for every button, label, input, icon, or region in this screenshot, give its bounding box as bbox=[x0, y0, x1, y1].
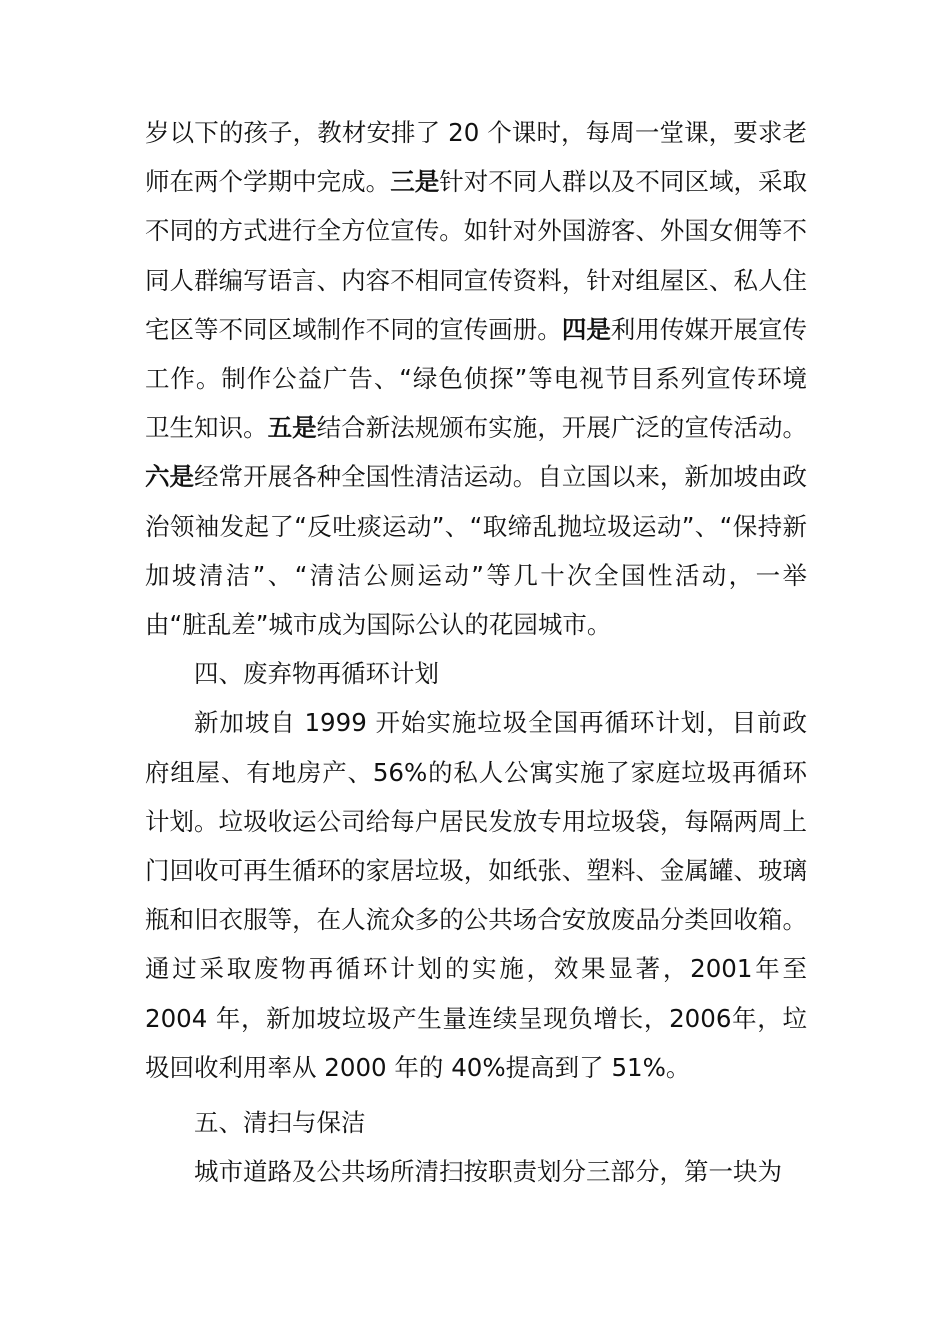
text-segment: 针对不同人群以及不同区域，采取不同的方式进行全方位宣传。如针对外国游客、外国女佣等不同人群编写语言、内容不相同宣传资料，针对组屋区、私人住宅区等不同区域制作不同的宣传画册。 bbox=[145, 167, 808, 344]
heading-text: 四、废弃物再循环计划 bbox=[194, 659, 439, 689]
paragraph-publicity-measures bbox=[145, 108, 807, 649]
text-segment: 新加坡自 1999 开始实施垃圾全国再循环计划，目前政府组屋、有地房产、56%的私人公寓实施了家庭垃圾再循环计划。垃圾收运公司给每户居民发放专用垃圾袋，每隔两周上门回收可再生循环的家居垃圾，如纸张、塑料、金属罐、玻璃瓶和旧衣服等，在人流众多的公共场合安放废品分类回收箱。通过采取废物再循环计划的实施，效果显著，2001年至 2004 年，新加坡垃圾产生量连续呈现负增长，2006年，垃圾回收利用率从 2000 年的 40%提高到了 51%。 bbox=[145, 708, 807, 1082]
paragraph-cleaning bbox=[145, 1147, 807, 1196]
text-segment: 利用传媒开展宣传工作。制作公益广告、“绿色侦探”等电视节目系列宣传环境卫生知识。 bbox=[145, 314, 808, 443]
text-segment: 经常开展各种全国性清洁运动。自立国以来，新加坡由政治领袖发起了“反吐痰运动”、“取缔乱抛垃圾运动”、“保持新加坡清洁”、“清洁公厕运动”等几十次全国性活动，一举由“脏乱差”城市成为国际公认的花园城市。 bbox=[145, 462, 808, 640]
paragraph-recycling bbox=[145, 698, 807, 1092]
text-segment: 城市道路及公共场所清扫按职责划分三部分，第一块为 bbox=[194, 1157, 782, 1187]
section-heading-cleaning bbox=[145, 1098, 807, 1147]
bold-marker-five: 五是 bbox=[267, 413, 317, 443]
heading-text: 五、清扫与保洁 bbox=[194, 1108, 366, 1138]
bold-marker-four: 四是 bbox=[561, 314, 611, 344]
bold-marker-six: 六是 bbox=[145, 462, 195, 492]
bold-marker-three: 三是 bbox=[390, 167, 440, 197]
text-segment: 结合新法规颁布实施，开展广泛的宣传活动。 bbox=[316, 413, 808, 443]
text-segment: 岁以下的孩子，教材安排了 20 个课时，每周一堂课，要求老师在两个学期中完成。 bbox=[145, 118, 807, 197]
document-body bbox=[145, 108, 807, 1196]
section-heading-recycling bbox=[145, 649, 807, 698]
